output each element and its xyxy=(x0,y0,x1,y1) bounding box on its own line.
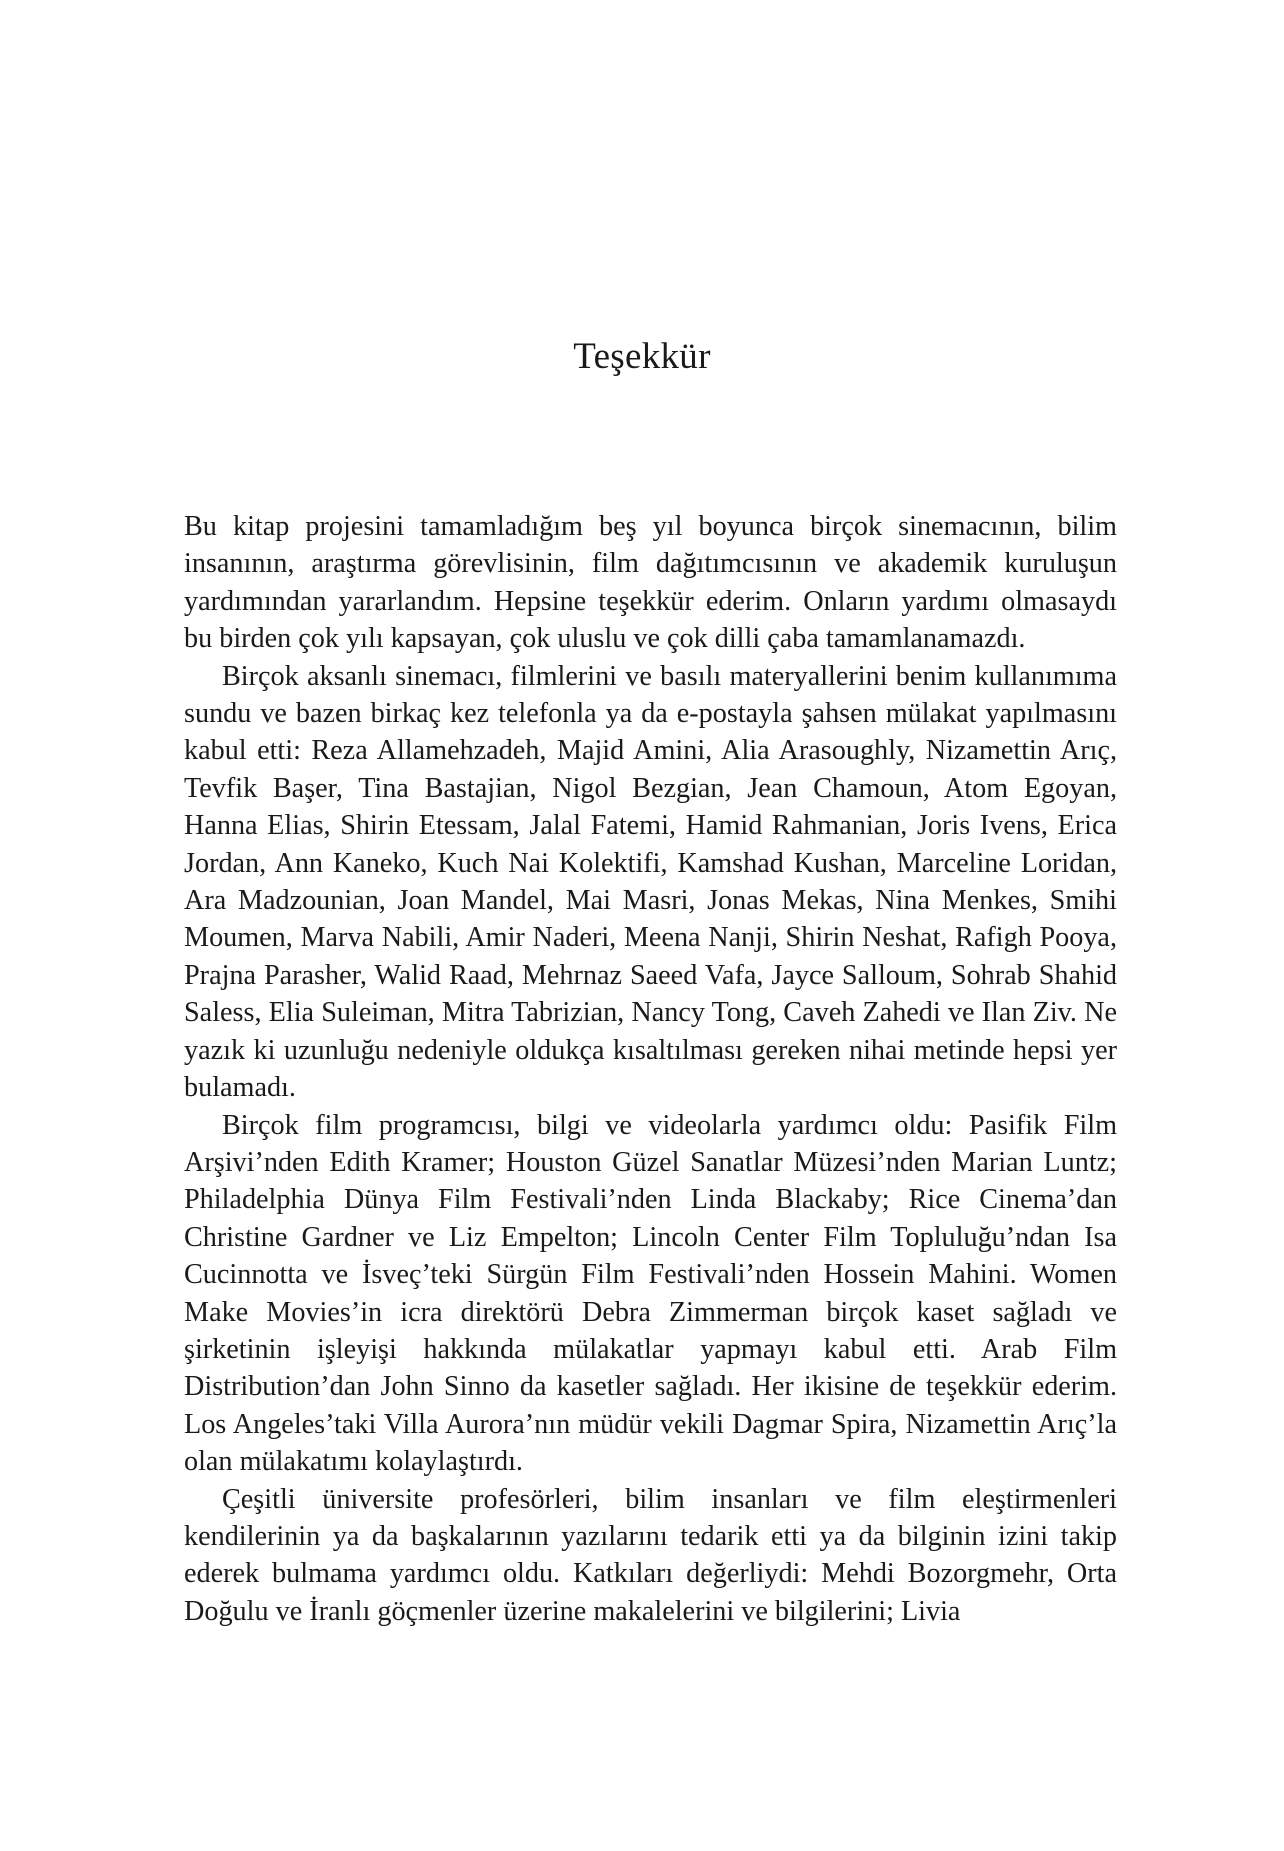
paragraph-filmmakers: Birçok aksanlı sinemacı, filmlerini ve basılı materyallerini benim kullanımıma sundu ve bazen birkaç kez telefonla ya da e-postayla şahsen mülakat yapılmasını kabul etti: Reza Allamehzadeh, Majid Amini, Alia Arasoughly, Nizamettin Arıç, Tevfik Başer, Tina Bastajian, Nigol Bezgian, Jean Chamoun, Atom Egoyan, Hanna Elias, Shirin Etessam, Jalal Fatemi, Hamid Rahmanian, Joris Ivens, Erica Jordan, Ann Kaneko, Kuch Nai Kolektifi, Kamshad Kushan, Marceline Loridan, Ara Madzounian, Joan Mandel, Mai Masri, Jonas Mekas, Nina Menkes, Smihi Moumen, Marva Nabili, Amir Naderi, Meena Nanji, Shirin Neshat, Rafigh Pooya, Prajna Parasher, Walid Raad, Mehrnaz Saeed Vafa, Jayce Salloum, Sohrab Shahid Saless, Elia Suleiman, Mitra Tabrizian, Nancy Tong, Caveh Zahedi ve Ilan Ziv. Ne yazık ki uzunluğu nedeniyle oldukça kısaltılması gereken nihai metinde hepsi yer bulamadı. xyxy=(184,660,1117,1104)
paragraph-scholars: Çeşitli üniversite profesörleri, bilim insanları ve film eleştirmenleri kendilerinin ya da başkalarının yazılarını tedarik etti ya da bilginin izini takip ederek bulmama yardımcı oldu. Katkıları değerliydi: Mehdi Bozorgmehr, Orta Doğulu ve İranlı göçmenler üzerine makalelerini ve bilgilerini; Livia xyxy=(184,1483,1117,1627)
paragraph-intro: Bu kitap projesini tamamladığım beş yıl boyunca birçok sinemacının, bilim insanının, araştırma görevlisinin, film dağıtımcısının ve akademik kuruluşun yardımından yararlandım. Hepsine teşekkür ederim. Onların yardımı olmasaydı bu birden çok yılı kapsayan, çok uluslu ve çok dilli çaba tamamlanamazdı. xyxy=(184,511,1117,655)
paragraph-programmers: Birçok film programcısı, bilgi ve videolarla yardımcı oldu: Pasifik Film Arşivi’nden Edith Kramer; Houston Güzel Sanatlar Müzesi’nden Marian Luntz; Philadelphia Dünya Film Festivali’nden Linda Blackaby; Rice Cinema’dan Christine Gardner ve Liz Empelton; Lincoln Center Film Topluluğu’ndan Isa Cucinnotta ve İsveç’teki Sürgün Film Festivali’nden Hossein Mahini. Women Make Movies’in icra direktörü Debra Zimmerman birçok kaset sağladı ve şirketinin işleyişi hakkında mülakatlar yapmayı kabul etti. Arab Film Distribution’dan John Sinno da kasetler sağladı. Her ikisine de teşekkür ederim. Los Angeles’taki Villa Aurora’nın müdür vekili Dagmar Spira, Nizamettin Arıç’la olan mülakatımı kolaylaştırdı. xyxy=(184,1109,1117,1478)
chapter-title: Teşekkür xyxy=(573,336,711,377)
body-text xyxy=(184,508,1117,1630)
